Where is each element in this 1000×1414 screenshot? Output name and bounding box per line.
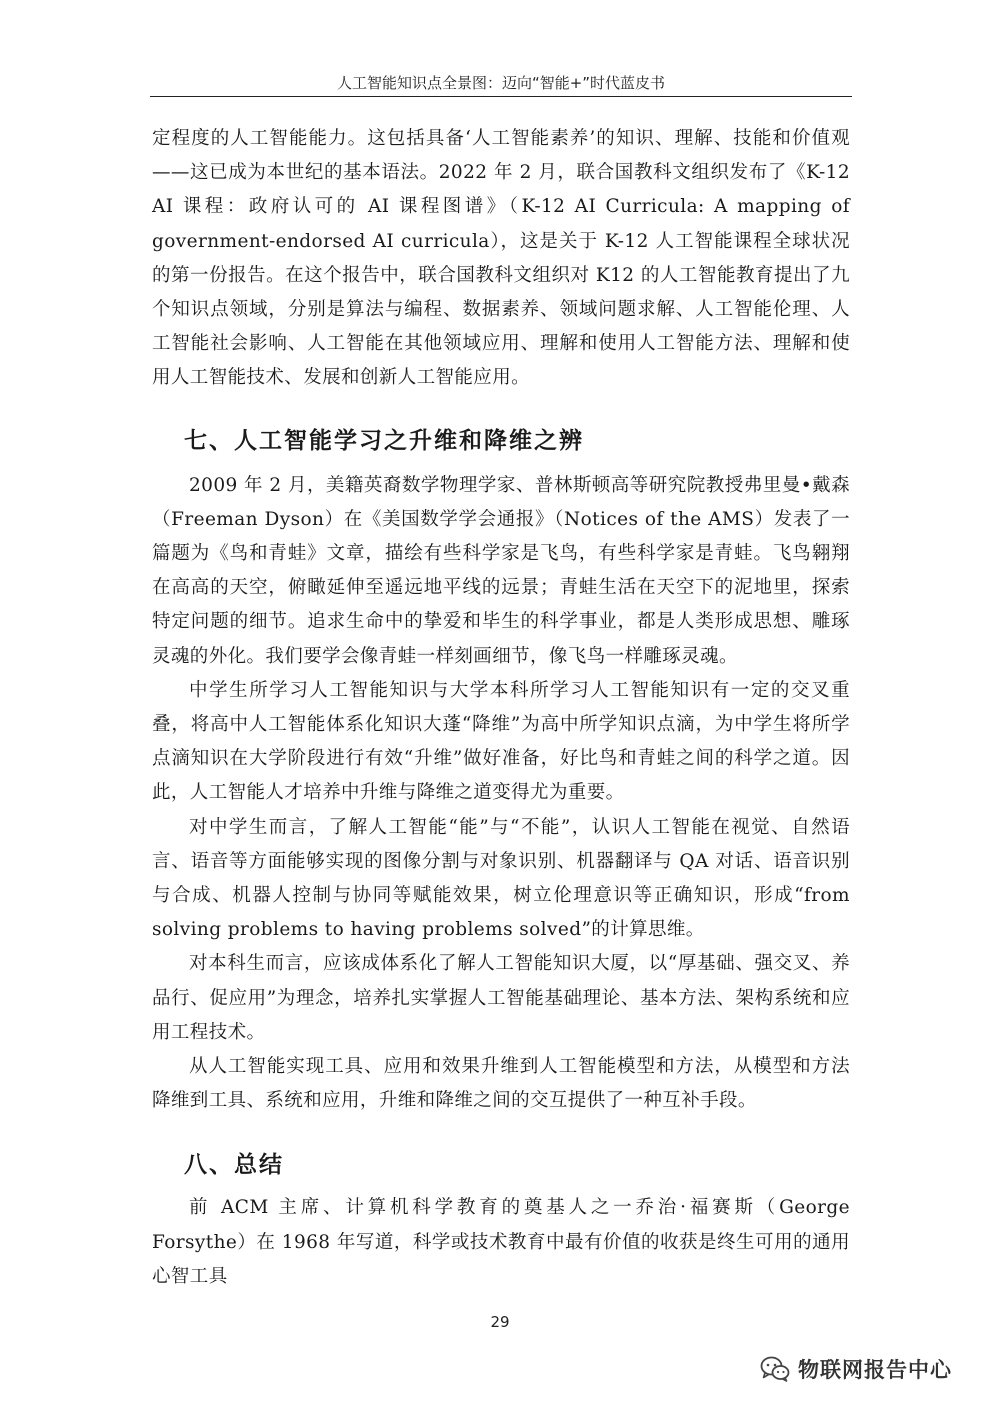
watermark bbox=[760, 1354, 952, 1384]
running-header: 人工智能知识点全景图：迈向“智能+”时代蓝皮书 bbox=[336, 74, 666, 92]
paragraph: 2009 年 2 月，美籍英裔数学物理学家、普林斯顿高等研究院教授弗里曼•戴森（Freeman Dyson）在《美国数学学会通报》（Notices of the AMS）发表了一篇题为《鸟和青蛙》文章，描绘有些科学家是飞鸟，有些科学家是青蛙。飞鸟翱翔在高高的天空，俯瞰延伸至遥远地平线的远景；青蛙生活在天空下的泥地里，探索特定问题的细节。追求生命中的挚爱和毕生的科学事业，都是人类形成思想、雕琢灵魂的外化。我们要学会像青蛙一样刻画细节，像飞鸟一样雕琢灵魂。 bbox=[152, 474, 850, 667]
paragraph: 中学生所学习人工智能知识与大学本科所学习人工智能知识有一定的交叉重叠，将高中人工智能体系化知识大蓬“降维”为高中所学知识点滴，为中学生将所学点滴知识在大学阶段进行有效“升维”做好准备，好比鸟和青蛙之间的科学之道。因此，人工智能人才培养中升维与降维之道变得尤为重要。 bbox=[152, 679, 850, 804]
watermark-text: 物联网报告中心 bbox=[798, 1358, 952, 1382]
page-body bbox=[152, 122, 850, 1294]
section-heading-7: 七、人工智能学习之升维和降维之辨 bbox=[184, 427, 584, 454]
paragraph: 前 ACM 主席、计算机科学教育的奠基人之一乔治·福赛斯（George Forsythe）在 1968 年写道，科学或技术教育中最有价值的收获是终生可用的通用心智工具 bbox=[152, 1197, 850, 1287]
paragraph: 从人工智能实现工具、应用和效果升维到人工智能模型和方法，从模型和方法降维到工具、系统和应用，升维和降维之间的交互提供了一种互补手段。 bbox=[152, 1056, 850, 1112]
section-heading-8: 八、总结 bbox=[184, 1152, 284, 1179]
wechat-icon bbox=[760, 1356, 790, 1382]
page-number: 29 bbox=[490, 1313, 510, 1331]
paragraph: 对中学生而言，了解人工智能“能”与“不能”，认识人工智能在视觉、自然语言、语音等方面能够实现的图像分割与对象识别、机器翻译与 QA 对话、语音识别与合成、机器人控制与协同等赋能效果，树立伦理意识等正确知识，形成“from solving problems to having problems solved”的计算思维。 bbox=[152, 816, 850, 941]
continuation-paragraph: 定程度的人工智能能力。这包括具备‘人工智能素养’的知识、理解、技能和价值观——这已成为本世纪的基本语法。2022 年 2 月，联合国教科文组织发布了《K-12 AI 课程：政府认可的 AI 课程图谱》（K-12 AI Curricula: A mapping of government-endorsed AI curricula），这是关于 K-12 人工智能课程全球状况的第一份报告。在这个报告中，联合国教科文组织对 K12 的人工智能教育提出了九个知识点领域，分别是算法与编程、数据素养、领域问题求解、人工智能伦理、人工智能社会影响、人工智能在其他领域应用、理解和使用人工智能方法、理解和使用人工智能技术、发展和创新人工智能应用。 bbox=[152, 128, 850, 389]
header-rule bbox=[150, 96, 852, 97]
paragraph: 对本科生而言，应该成体系化了解人工智能知识大厦，以“厚基础、强交叉、养品行、促应用”为理念，培养扎实掌握人工智能基础理论、基本方法、架构系统和应用工程技术。 bbox=[152, 953, 850, 1043]
